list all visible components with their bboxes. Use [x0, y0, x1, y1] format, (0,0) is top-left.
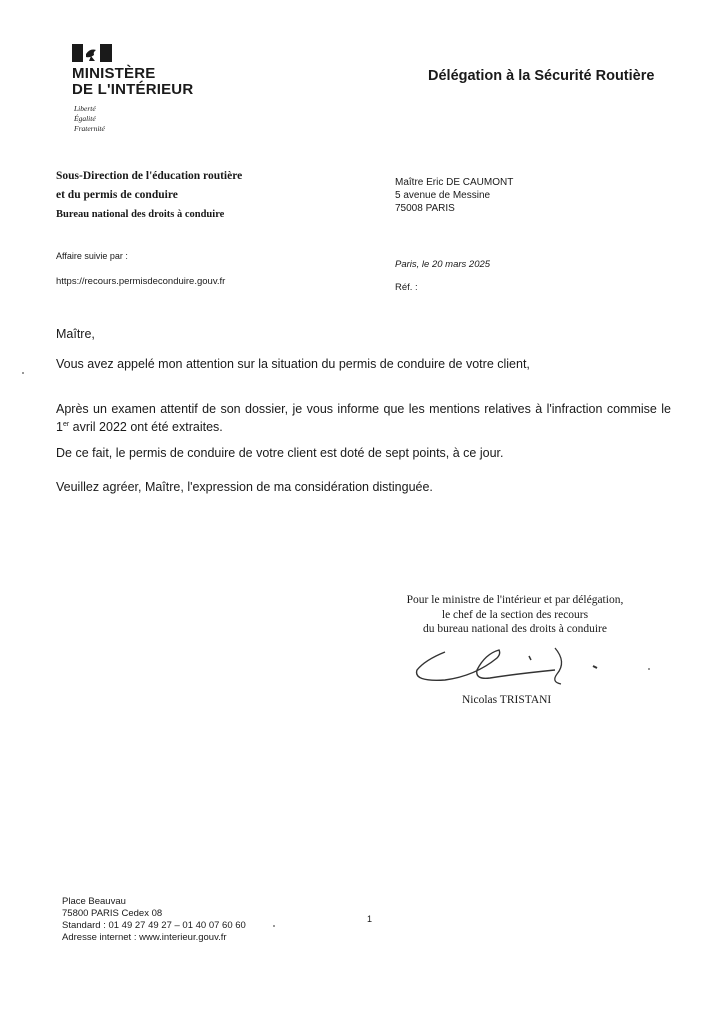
- signature-block: [380, 593, 650, 637]
- motto-liberte: Liberté: [74, 104, 96, 113]
- page-number: 1: [367, 914, 373, 924]
- sender-line-1: Sous-Direction de l'éducation routière: [56, 170, 243, 182]
- motto-egalite: Égalité: [74, 114, 96, 123]
- ministry-line-2: DE L'INTÉRIEUR: [72, 81, 194, 98]
- recipient-name: Maître Eric DE CAUMONT: [395, 177, 514, 188]
- scan-speck: [648, 668, 650, 670]
- signature-line-3: du bureau national des droits à conduire: [423, 623, 607, 635]
- followup-url: https://recours.permisdeconduire.gouv.fr: [56, 276, 226, 287]
- paragraph-3: De ce fait, le permis de conduire de votre client est doté de sept points, à ce jour.: [56, 446, 504, 460]
- ordinal-suffix: er: [62, 421, 70, 428]
- ministry-line-1: MINISTÈRE: [72, 65, 156, 82]
- footer-line-4: Adresse internet : www.interieur.gouv.fr: [62, 932, 227, 943]
- motto-fraternite: Fraternité: [74, 124, 105, 133]
- letter-date: Paris, le 20 mars 2025: [395, 259, 491, 270]
- recipient-address: [395, 176, 513, 215]
- recipient-city: 75008 PARIS: [395, 203, 455, 214]
- footer-line-1: Place Beauvau: [62, 896, 126, 907]
- scan-speck: [273, 925, 275, 927]
- footer-address: [62, 896, 246, 944]
- salutation: Maître,: [56, 327, 95, 341]
- signature-line-1: Pour le ministre de l'intérieur et par délégation,: [406, 594, 624, 606]
- reference-label: Réf. :: [395, 282, 418, 293]
- ministry-name: [72, 66, 193, 98]
- sender-line-2: et du permis de conduire: [56, 189, 178, 201]
- sender-block: [56, 167, 242, 224]
- followup-label: Affaire suivie par :: [56, 251, 128, 261]
- sender-line-3: Bureau national des droits à conduire: [56, 209, 225, 220]
- handwritten-signature-icon: [405, 640, 605, 690]
- footer-line-2: 75800 PARIS Cedex 08: [62, 908, 163, 919]
- signer-name: Nicolas TRISTANI: [462, 694, 552, 706]
- signature-line-2: le chef de la section des recours: [441, 608, 589, 621]
- marianne-logo-icon: [72, 44, 112, 62]
- closing-paragraph: Veuillez agréer, Maître, l'expression de ma considération distinguée.: [56, 480, 433, 494]
- paragraph-2-start: Après un examen attentif de son dossier, je vous informe que les mentions relatives à l'infraction commise le 1: [56, 402, 671, 435]
- scan-speck: [22, 372, 24, 374]
- department-title: Délégation à la Sécurité Routière: [428, 68, 655, 84]
- paragraph-1: Vous avez appelé mon attention sur la situation du permis de conduire de votre client,: [56, 357, 530, 371]
- republic-motto: [74, 104, 105, 134]
- paragraph-2-end: avril 2022 ont été extraites.: [69, 420, 223, 435]
- footer-line-3: Standard : 01 49 27 49 27 – 01 40 07 60 60: [62, 920, 246, 931]
- paragraph-2: [56, 402, 671, 435]
- recipient-street: 5 avenue de Messine: [395, 190, 491, 201]
